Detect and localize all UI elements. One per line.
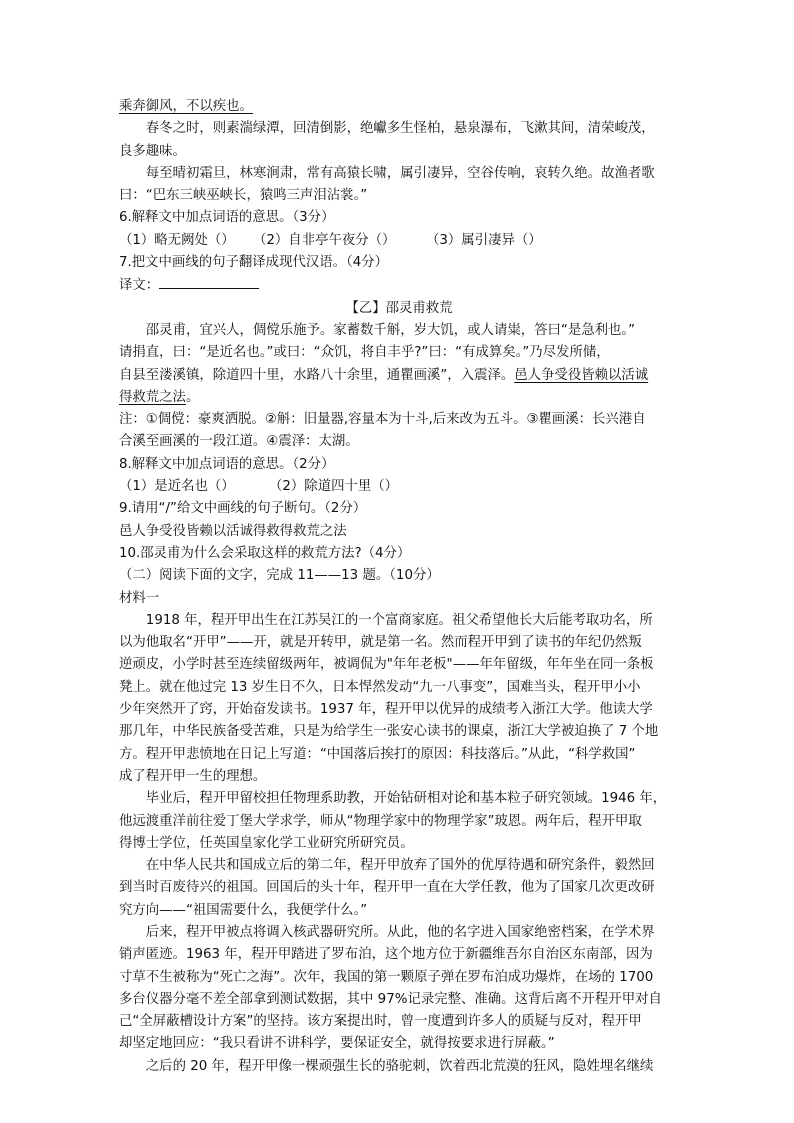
question-10: 10.邵灵甫为什么会采取这样的救荒方法?（4分） [119,545,411,561]
text-span: 。 [185,389,200,405]
paragraph-line: 后来，程开甲被点将调入核武器研究所。从此，他的名字进入国家绝密档案，在学术界 [145,924,655,940]
paragraph-line: 1918 年，程开甲出生在江苏吴江的一个富商家庭。祖父希望他长大后能考取功名，所 [145,612,653,628]
q6-item-2: （2）自非亭午夜分（） [253,232,396,248]
q8-item-2: （2）除道四十里（） [269,479,399,495]
text-line: 销声匿迹。1963 年，程开甲踏进了罗布泊，这个地方位于新疆维吾尔自治区东南部，因为 [119,947,653,963]
section-heading: （二）阅读下面的文字，完成 11——13 题。（10分） [119,568,440,584]
text-line: 到当时百废待兴的祖国。回国后的头十年，程开甲一直在大学任教，他为了国家几次更改研 [119,880,655,896]
underlined-sentence: 乘奔御风，不以疾也。 [119,99,253,114]
text-line: 方。程开甲悲愤地在日记上写道：“中国落后挨打的原因：科技落后。”从此，“科学救国” [119,746,636,762]
note-line: 注：①倜傥：豪爽洒脱。②斛：旧量器,容量本为十斗,后来改为五斗。③瞿画溪：长兴港自 [119,412,646,428]
paragraph-line: 每至晴初霜旦，林寒涧肃，常有高猿长啸，属引凄异，空谷传响，哀转久绝。故渔者歌 [145,165,655,181]
translation-label: 译文： [119,278,160,294]
text-line: 那几年，中华民族备受苦难，只是为给学生一张安心读书的课桌，浙江大学被迫换了 7 个地 [119,724,659,740]
note-line: 合溪至画溪的一段江道。④震泽：太湖。 [119,434,359,450]
material-label: 材料一 [119,590,160,606]
question-7: 7.把文中画线的句子翻译成现代汉语。（4分） [119,255,389,271]
text-line: 得博士学位，任英国皇家化学工业研究所研究员。 [119,835,414,851]
document-page [119,96,679,1078]
underlined-sentence: 邑人争受役皆赖以活诚 [514,367,649,383]
text-line: 他远渡重洋前往爱丁堡大学求学，师从“物理学家中的物理学家”玻恩。两年后，程开甲取 [119,813,642,829]
question-9: 9.请用“/”给文中画线的句子断句。（2分） [119,501,367,517]
question-9-sentence: 邑人争受役皆赖以活诚得救得救荒之法 [119,523,347,539]
q6-item-1: （1）略无阙处（） [119,232,235,248]
q6-item-3: （3）属引凄异（） [426,232,542,248]
underlined-sentence: 得救荒之法 [119,389,186,405]
text-line [119,387,679,409]
paragraph-line: 之后的 20 年，程开甲像一棵顽强生长的骆驼刺，饮着西北荒漠的狂风，隐姓埋名继续 [145,1058,654,1074]
text-line [119,96,679,118]
q8-item-1: （1）是近名也（） [119,479,235,495]
section-title: 【乙】邵灵甫救荒 [345,300,453,316]
paragraph-line: 春冬之时，则素湍绿潭，回清倒影，绝巘多生怪柏，悬泉瀑布，飞漱其间，清荣峻茂， [145,121,655,137]
text-line: 究方向——“祖国需要什么，我便学什么。” [119,902,368,918]
paragraph-line: 在中华人民共和国成立后的第二年，程开甲放弃了国外的优厚待遇和研究条件，毅然回 [145,858,655,874]
text-line: 己“全屏蔽槽设计方案”的坚持。该方案提出时，曾一度遭到许多人的质疑与反对，程开甲 [119,1014,642,1030]
text-span: 自县至溇溪镇，除道四十里，水路八十余里，通瞿画溪”，入震泽。 [119,367,515,383]
paragraph-line: 毕业后，程开甲留校担任物理系助教，开始钻研相对论和基本粒子研究领域。1946 年， [145,791,667,807]
text-line: 凳上。就在他过完 13 岁生日不久，日本悍然发动“九一八事变”，国难当头，程开甲小小 [119,679,641,695]
question-8-items [119,476,679,498]
text-line [119,365,679,387]
text-line: 寸草不生被称为“死亡之海”。次年，我国的第一颗原子弹在罗布泊成功爆炸，在场的 1700 [119,969,654,985]
question-6-items [119,230,679,252]
text-line: 良多趣味。 [119,143,186,159]
paragraph-line: 邵灵甫，宜兴人，倜傥乐施予。家蓄数千斛，岁大饥，或人请粜，答曰“是急利也。” [145,322,636,338]
text-line: 成了程开甲一生的理想。 [119,768,267,784]
text-line: 逆顽皮，小学时甚至连续留级两年，被调侃为"年年老板"——年年留级，年年坐在同一条板 [119,657,654,673]
text-line: 多台仪器分毫不差全部拿到测试数据，其中 97%记录完整、准确。这背后离不开程开甲对自 [119,991,662,1007]
text-line: 以为他取名“开甲”——开，就是开转甲，就是第一名。然而程开甲到了读书的年纪仍然叛 [119,635,642,651]
text-line: 曰：“巴东三峡巫峡长，猿鸣三声泪沾裳。” [119,188,368,204]
text-line: 却坚定地回应：“我只看讲不讲科学，要保证安全，就得按要求进行屏蔽。” [119,1036,555,1052]
answer-blank[interactable] [159,274,259,289]
question-6: 6.解释文中加点词语的意思。（3分） [119,210,335,226]
question-8: 8.解释文中加点词语的意思。（2分） [119,456,335,472]
text-line: 少年突然开了窍，开始奋发读书。1937 年，程开甲以优异的成绩考入浙江大学。他读大学 [119,702,653,718]
text-line: 请捐直，曰：“是近名也。”或曰：“众饥，将自丰乎?”曰：“有成算矣。”乃尽发所储， [119,345,610,361]
translation-answer-line [119,274,679,297]
